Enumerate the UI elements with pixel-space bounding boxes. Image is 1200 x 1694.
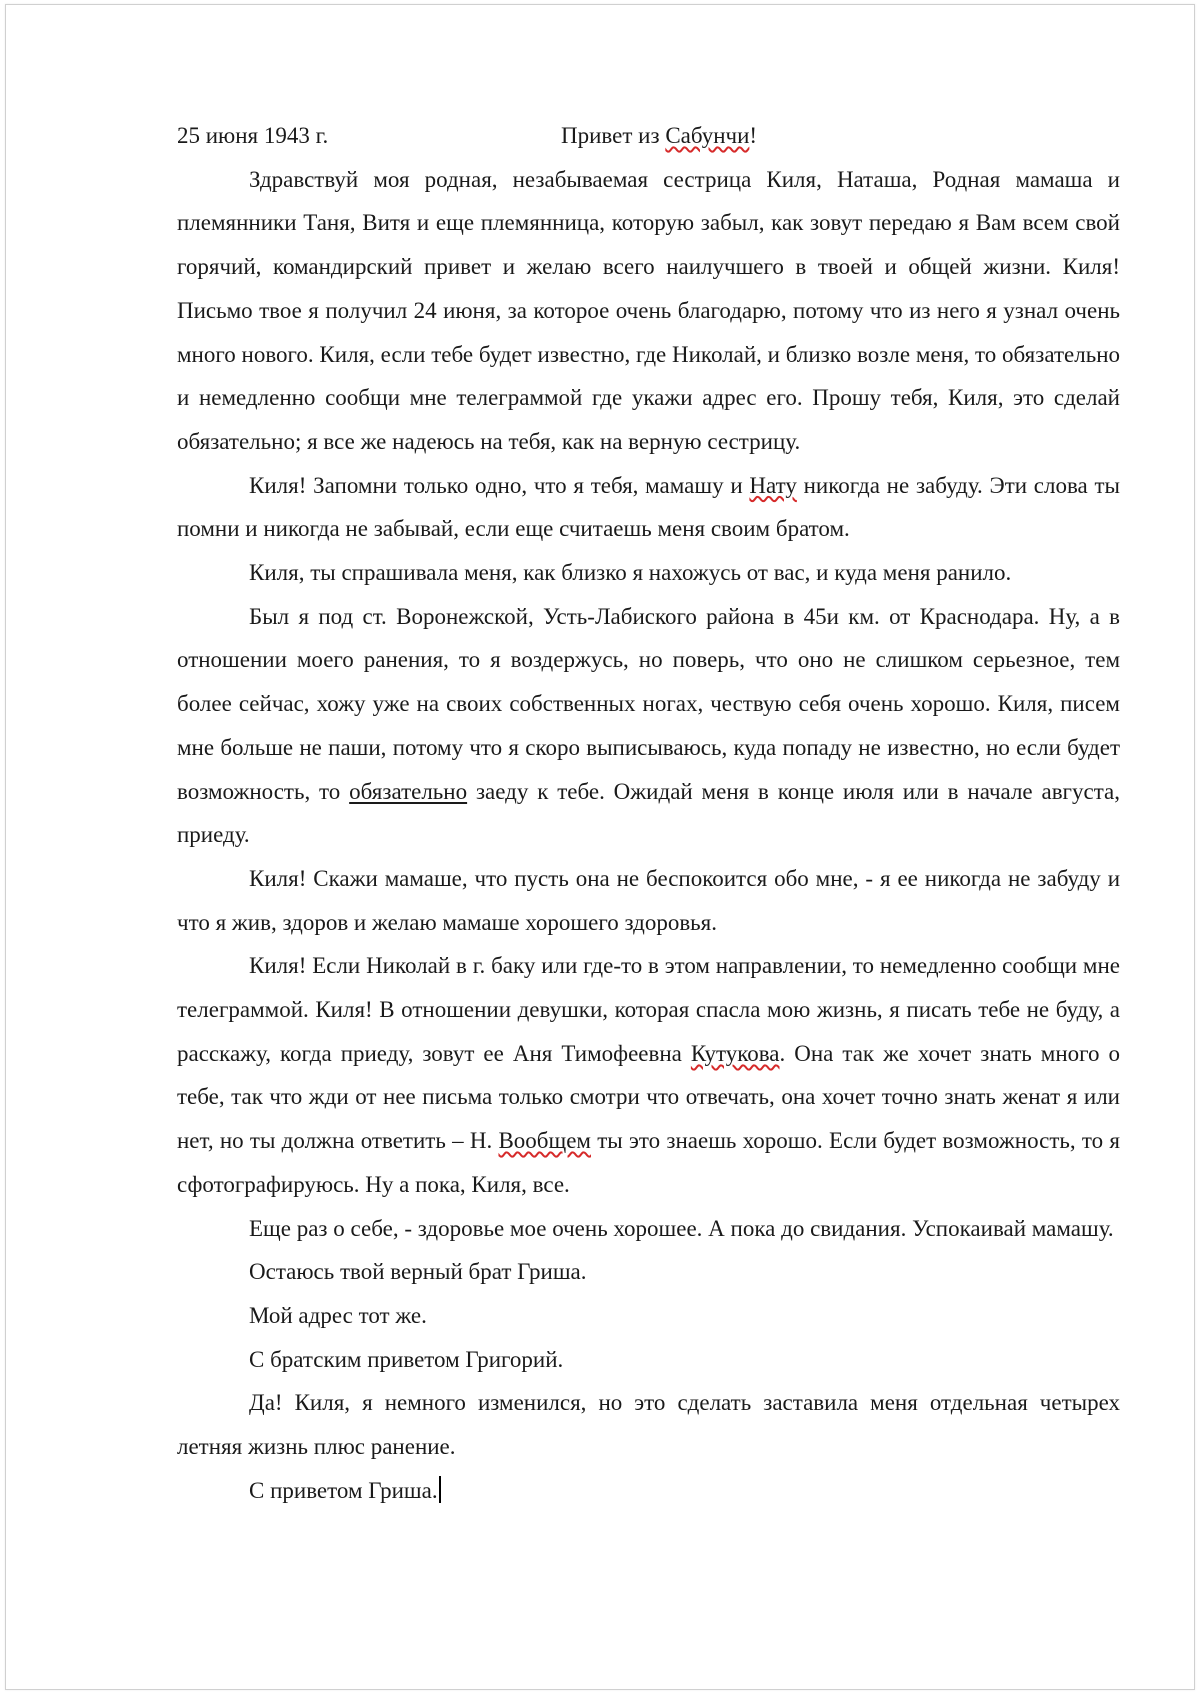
misspelled-word[interactable]: Вообщем xyxy=(498,1128,591,1154)
letter-date: 25 июня 1943 г. xyxy=(177,123,329,148)
paragraph-2 xyxy=(177,464,1120,551)
text-run: ты это знаешь хорошо. Если будет возможность, то я сфотографируюсь. Ну а пока, Киля, все. xyxy=(177,1128,1120,1197)
paragraph-4 xyxy=(177,595,1120,857)
text-run: . Она так же хочет знать много о тебе, так что жди от нее письма только смотри что отвечать, она хочет точно знать женат я или нет, но ты должна ответить – Н. xyxy=(177,1040,1120,1154)
text-cursor xyxy=(439,1476,441,1503)
document-page[interactable] xyxy=(5,4,1195,1690)
misspelled-word[interactable]: Кутукова xyxy=(690,1040,780,1066)
paragraph-10: С братским приветом Григорий. xyxy=(249,1346,564,1372)
text-run: Киля! Если Николай в г. баку или где-то в этом направлении, то немедленно сообщи мне телеграммой. Киля! В отношении девушки, которая спасла мою жизнь, я писать тебе не буду, а расскажу, когда приеду, зовут ее Аня Тимофеевна xyxy=(177,953,1120,1066)
text-run: заеду к тебе. Ожидай меня в конце июля или в начале августа, приеду. xyxy=(177,778,1120,848)
paragraph-5: Киля! Скажи мамаше, что пусть она не беспокоится обо мне, - я ее никогда не забуду и что я жив, здоров и желаю мамаше хорошего здоровья. xyxy=(177,865,1120,935)
paragraph-1: Здравствуй моя родная, незабываемая сестрица Киля, Наташа, Родная мамаша и племянники Таня, Витя и еще племянница, которую забыл, как зовут передаю я Вам всем свой горячий, командирский привет и желаю всего наилучшего в твоей и общей жизни. Киля! Письмо твое я получил 24 июня, за которое очень благодарю, потому что из него я узнал очень много нового. Киля, если тебе будет известно, где Николай, и близко возле меня, то обязательно и немедленно сообщи мне телеграммой где укажи адрес его. Прошу тебя, Киля, это сделай обязательно; я все же надеюсь на тебя, как на верную сестрицу. xyxy=(177,166,1120,454)
paragraph-3: Киля, ты спрашивала меня, как близко я нахожусь от вас, и куда меня ранило. xyxy=(249,560,1012,586)
paragraph-6 xyxy=(177,944,1120,1206)
text-run: Был я под ст. Воронежской, Усть-Лабиского района в 45и км. от Краснодара. Ну, а в отношении моего ранения, то я воздержусь, но поверь, что оно не слишком серьезное, тем более сейчас, хожу уже на своих собственных ногах, чествую себя очень хорошо. Киля, писем мне больше не паши, потому что я скоро выписываюсь, куда попаду не известно, но если будет возможность, то xyxy=(177,603,1120,804)
greeting-suffix: ! xyxy=(749,123,758,148)
text-run: Киля! Запомни только одно, что я тебя, мамашу и xyxy=(249,472,750,498)
misspelled-word[interactable]: Нату xyxy=(749,472,797,498)
paragraph-8: Остаюсь твой верный брат Гриша. xyxy=(249,1259,587,1285)
underlined-word: обязательно xyxy=(349,778,468,804)
misspelled-word[interactable]: Сабунчи xyxy=(665,123,750,148)
paragraph-9: Мой адрес тот же. xyxy=(249,1302,427,1328)
letter-greeting xyxy=(561,114,757,158)
text-run: никогда не забуду. Эти слова ты помни и никогда не забывай, если еще считаешь меня своим братом. xyxy=(177,472,1120,542)
letter-header xyxy=(177,114,1120,158)
document-body[interactable] xyxy=(177,114,1120,1512)
paragraph-11: Да! Киля, я немного изменился, но это сделать заставила меня отдельная четырех летняя жизнь плюс ранение. xyxy=(177,1390,1120,1460)
greeting-prefix: Привет из xyxy=(561,123,666,148)
closing-signature: С приветом Гриша. xyxy=(249,1477,438,1503)
paragraph-12 xyxy=(177,1469,1120,1513)
paragraph-7: Еще раз о себе, - здоровье мое очень хорошее. А пока до свидания. Успокаивай мамашу. xyxy=(249,1215,1114,1241)
